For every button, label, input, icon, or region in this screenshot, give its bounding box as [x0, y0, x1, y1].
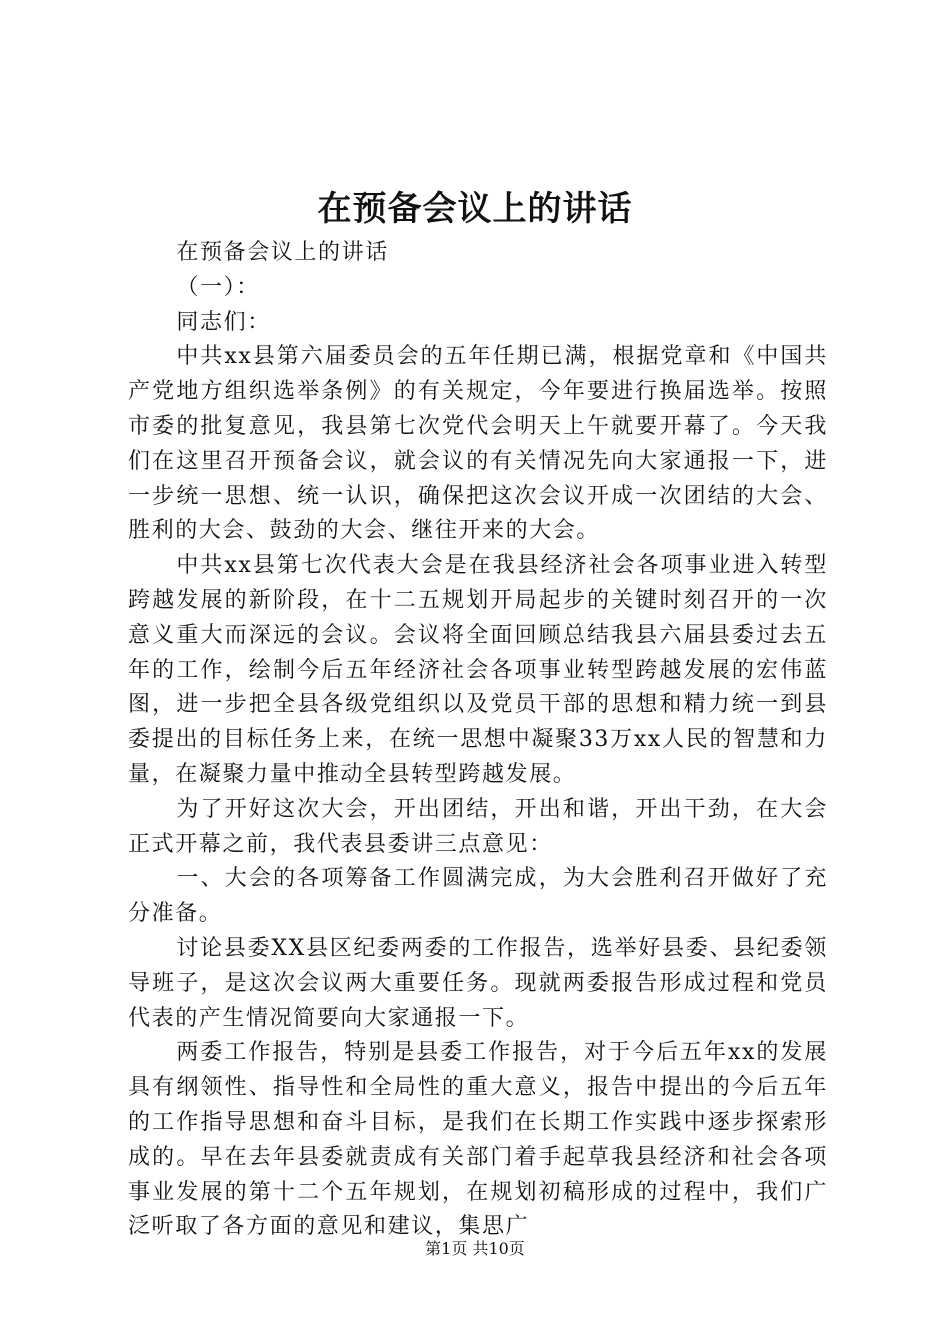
paragraph-body: 中共xx县第七次代表大会是在我县经济社会各项事业进入转型跨越发展的新阶段，在十二五规划开局起步的关键时刻召开的一次意义重大而深远的会议。会议将全面回顾总结我县六届县委过去五年的工作，绘制今后五年经济社会各项事业转型跨越发展的宏伟蓝图，进一步把全县各级党组织以及党员干部的思想和精力统一到县委提出的目标任务上来，在统一思想中凝聚33万xx人民的智慧和力量，在凝聚力量中推动全县转型跨越发展。 — [128, 553, 828, 787]
paragraph-body: 为了开好这次大会，开出团结，开出和谐，开出干劲，在大会正式开幕之前，我代表县委讲三点意见： — [128, 796, 828, 857]
paragraph-salutation: 同志们： — [176, 309, 271, 335]
document-title: 在预备会议上的讲话 — [317, 189, 633, 229]
paragraph-heading: 一、大会的各项筹备工作圆满完成，为大会胜利召开做好了充分准备。 — [128, 866, 828, 927]
paragraph-body: 两委工作报告，特别是县委工作报告，对于今后五年xx的发展具有纲领性、指导性和全局性的重大意义，报告中提出的今后五年的工作指导思想和奋斗目标，是我们在长期工作实践中逐步探索形成的。早在去年县委就责成有关部门着手起草我县经济和社会各项事业发展的第十二个五年规划，在规划初稿形成的过程中，我们广泛听取了各方面的意见和建议，集思广 — [128, 1040, 828, 1240]
paragraph-section-marker: （一）： — [176, 274, 260, 300]
paragraph-body: 讨论县委XX县区纪委两委的工作报告，选举好县委、县纪委领导班子，是这次会议两大重要任务。现就两委报告形成过程和党员代表的产生情况简要向大家通报一下。 — [128, 935, 828, 1031]
document-body — [128, 236, 828, 1245]
paragraph-subtitle: 在预备会议上的讲话 — [176, 240, 389, 265]
paragraph-body: 中共xx县第六届委员会的五年任期已满，根据党章和《中国共产党地方组织选举条例》的有关规定，今年要进行换届选举。按照市委的批复意见，我县第七次党代会明天上午就要开幕了。今天我们在这里召开预备会议，就会议的有关情况先向大家通报一下，进一步统一思想、统一认识，确保把这次会议开成一次团结的大会、胜利的大会、鼓劲的大会、继往开来的大会。 — [128, 344, 828, 544]
page-number-footer: 第1页 共10页 — [425, 1239, 525, 1258]
